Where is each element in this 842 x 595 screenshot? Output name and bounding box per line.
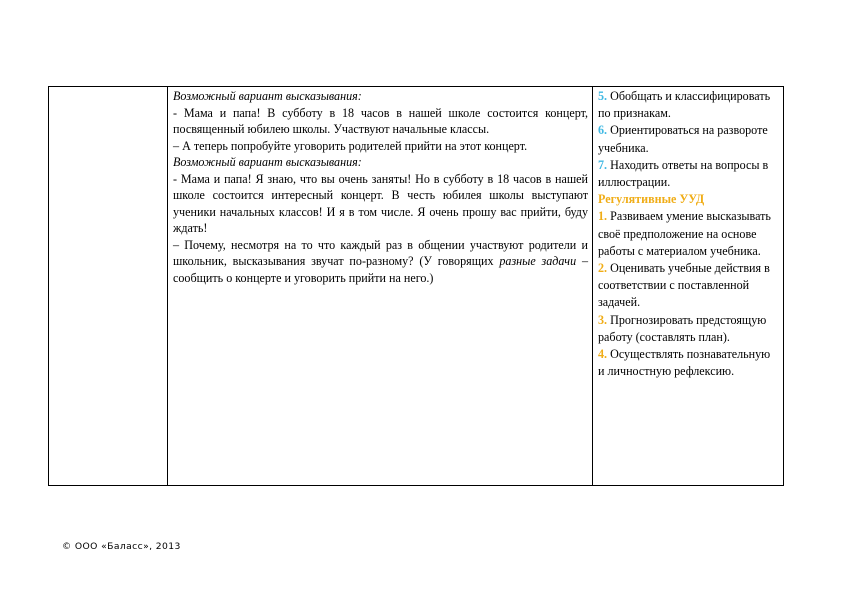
table-cell-dialogue — [168, 87, 593, 485]
question-emphasis: разные задачи — [499, 254, 577, 268]
skill-item — [598, 88, 779, 122]
skill-item — [598, 157, 779, 191]
regulatory-heading: Регулятивные УУД — [598, 192, 705, 207]
example-text-2: - Мама и папа! Я знаю, что вы очень заняты! Но в субботу в 18 часов в нашей школе состоится интересный концерт. В честь юбилея школы выступают ученики начальных классов! И я в том числе. Я очень прошу вас прийти, буду ждать! — [173, 171, 588, 235]
table-cell-empty — [49, 87, 168, 485]
table-cell-skills — [593, 87, 783, 485]
regulatory-number: 3. — [598, 312, 608, 327]
skill-text: Обобщать и классифицировать по признакам. — [598, 89, 771, 121]
example-text-1: - Мама и папа! В субботу в 18 часов в нашей школе состоится концерт, посвященный юбилею школы. Участвуют начальные классы. — [173, 105, 588, 136]
skill-number: 5. — [598, 89, 608, 103]
regulatory-item — [598, 312, 779, 346]
regulatory-text: Оценивать учебные действия в соответствии с поставленной задачей. — [598, 261, 770, 310]
regulatory-item — [598, 208, 779, 260]
regulatory-item — [598, 260, 779, 312]
regulatory-text: Прогнозировать предстоящую работу (составлять план). — [598, 312, 767, 344]
skill-number: 7. — [598, 157, 608, 172]
example-heading-1: Возможный вариант высказывания: — [173, 89, 362, 103]
question-text-end: – сообщить о концерте и уговорить прийти на него.) — [173, 254, 588, 285]
regulatory-text: Осуществлять познавательную и личностную рефлексию. — [598, 347, 771, 379]
regulatory-item — [598, 346, 779, 380]
regulatory-number: 2. — [598, 261, 608, 276]
example-heading-2: Возможный вариант высказывания: — [173, 155, 362, 169]
question-text-start: – Почему, несмотря на то что каждый раз в общении участвуют родители и школьник, высказывания звучат по-разному? (У говорящих — [173, 237, 588, 268]
question-text — [173, 237, 588, 287]
task-text-1: – А теперь попробуйте уговорить родителей прийти на этот концерт. — [173, 138, 528, 153]
regulatory-text: Развиваем умение высказывать своё предположение на основе работы с материалом учебника. — [598, 209, 771, 258]
skill-text: Ориентироваться на развороте учебника. — [598, 123, 768, 155]
copyright-footer: © ООО «Баласс», 2013 — [62, 541, 181, 552]
lesson-table — [48, 86, 784, 486]
regulatory-number: 1. — [598, 209, 608, 224]
skill-item — [598, 122, 779, 156]
skill-text: Находить ответы на вопросы в иллюстрации. — [598, 157, 769, 190]
regulatory-number: 4. — [598, 347, 608, 362]
skill-number: 6. — [598, 123, 608, 138]
